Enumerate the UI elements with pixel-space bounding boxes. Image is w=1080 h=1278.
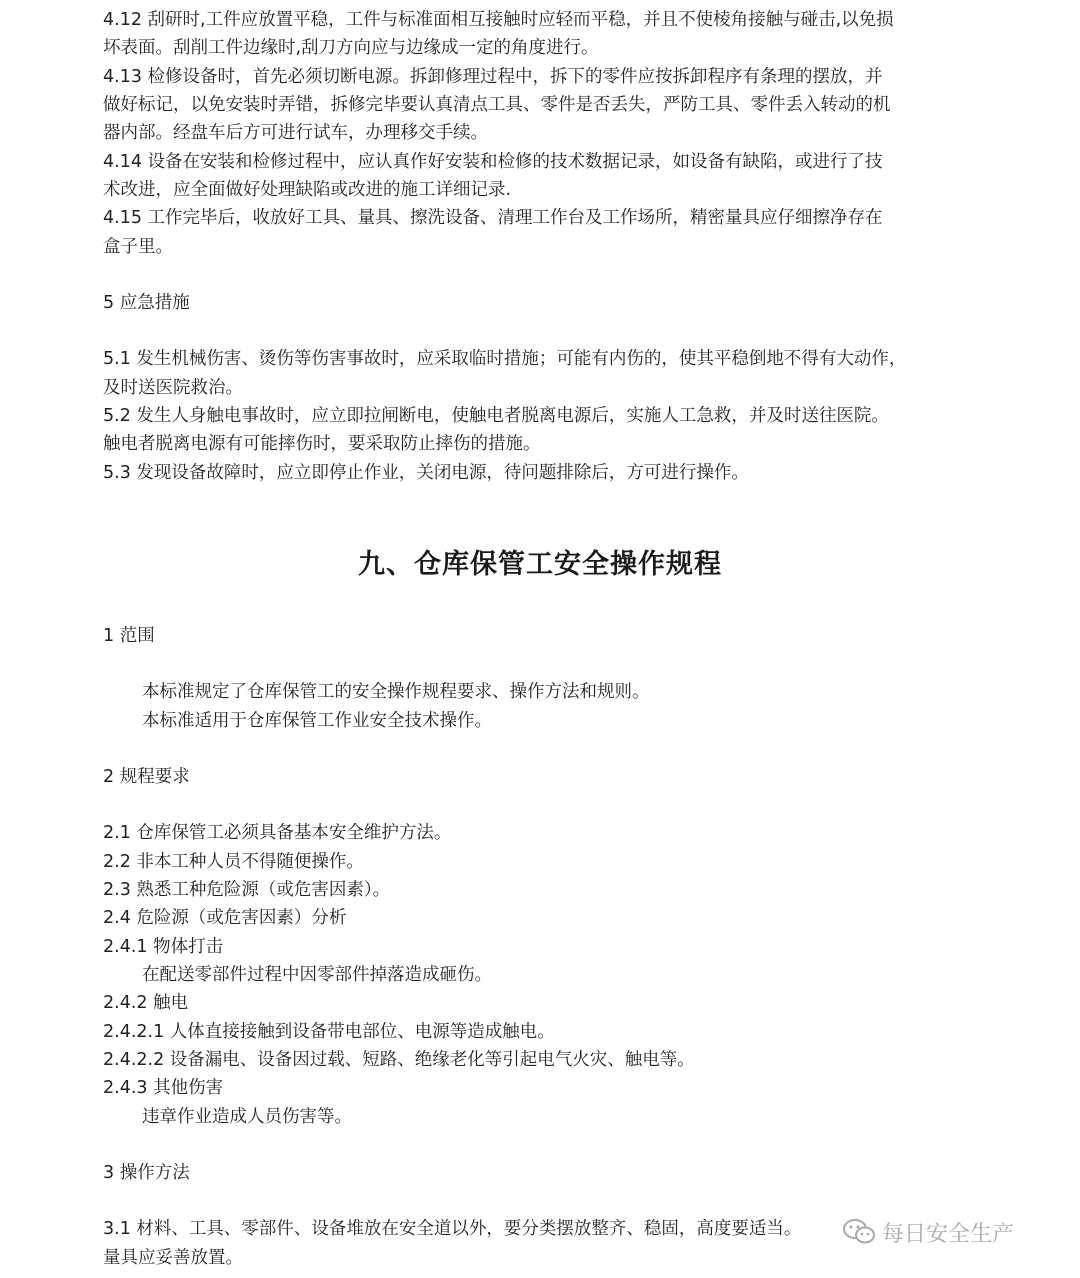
watermark <box>838 1212 1020 1252</box>
text-line: 2.2 非本工种人员不得随便操作。 <box>103 852 364 872</box>
text-line: 盒子里。 <box>103 237 173 257</box>
text-line: 在配送零部件过程中因零部件掉落造成砸伤。 <box>142 965 492 985</box>
text-line: 违章作业造成人员伤害等。 <box>142 1107 352 1127</box>
text-line: 4.12 刮研时,工件应放置平稳，工件与标准面相互接触时应轻而平稳，并且不使棱角接触与碰击,以免损 <box>103 10 894 30</box>
text-line: 2 规程要求 <box>103 767 190 787</box>
text-line: 5.2 发生人身触电事故时，应立即拉闸断电，使触电者脱离电源后，实施人工急救，并及时送往医院。 <box>103 406 889 426</box>
wechat-icon <box>842 1218 876 1246</box>
text-line: 3 操作方法 <box>103 1163 190 1183</box>
text-line: 2.4.2.2 设备漏电、设备因过载、短路、绝缘老化等引起电气火灾、触电等。 <box>103 1050 695 1070</box>
text-line: 2.4.3 其他伤害 <box>103 1078 224 1098</box>
text-line: 5 应急措施 <box>103 293 190 313</box>
section-title: 九、仓库保管工安全操作规程 <box>358 549 722 580</box>
text-line: 2.3 熟悉工种危险源（或危害因素）。 <box>103 880 391 900</box>
text-line: 4.15 工作完毕后，收放好工具、量具、擦洗设备、清理工作台及工作场所，精密量具应仔细擦净存在 <box>103 208 883 228</box>
text-line: 5.3 发现设备故障时，应立即停止作业，关闭电源，待问题排除后，方可进行操作。 <box>103 463 749 483</box>
text-line: 本标准适用于仓库保管工作业安全技术操作。 <box>142 711 492 731</box>
text-line: 及时送医院救治。 <box>103 378 243 398</box>
text-line: 器内部。经盘车后方可进行试车，办理移交手续。 <box>103 123 488 143</box>
text-line: 1 范围 <box>103 626 155 646</box>
text-line: 3.1 材料、工具、零部件、设备堆放在安全道以外，要分类摆放整齐、稳固，高度要适当。 <box>103 1219 802 1239</box>
text-line: 坏表面。刮削工件边缘时,刮刀方向应与边缘成一定的角度进行。 <box>103 38 599 58</box>
text-line: 2.1 仓库保管工必须具备基本安全维护方法。 <box>103 823 452 843</box>
text-line: 4.14 设备在安装和检修过程中，应认真作好安装和检修的技术数据记录，如设备有缺陷，或进行了技 <box>103 152 883 172</box>
text-line: 做好标记，以免安装时弄错，拆修完毕要认真清点工具、零件是否丢失，严防工具、零件丢入转动的机 <box>103 95 891 115</box>
text-line: 2.4.2 触电 <box>103 993 189 1013</box>
text-line: 触电者脱离电源有可能摔伤时，要采取防止摔伤的措施。 <box>103 434 541 454</box>
text-line: 2.4.2.1 人体直接接触到设备带电部位、电源等造成触电。 <box>103 1022 555 1042</box>
text-line: 2.4.1 物体打击 <box>103 937 224 957</box>
text-line: 5.1 发生机械伤害、烫伤等伤害事故时，应采取临时措施；可能有内伤的，使其平稳倒地不得有大动作， <box>103 349 907 369</box>
text-line: 4.13 检修设备时，首先必须切断电源。拆卸修理过程中，拆下的零件应按拆卸程序有条理的摆放，并 <box>103 67 883 87</box>
text-line: 量具应妥善放置。 <box>103 1248 243 1268</box>
text-line: 本标准规定了仓库保管工的安全操作规程要求、操作方法和规则。 <box>142 682 650 702</box>
text-line: 2.4 危险源（或危害因素）分析 <box>103 908 347 928</box>
watermark-text: 每日安全生产 <box>882 1221 1015 1247</box>
text-line: 术改进，应全面做好处理缺陷或改进的施工详细记录. <box>103 180 512 200</box>
